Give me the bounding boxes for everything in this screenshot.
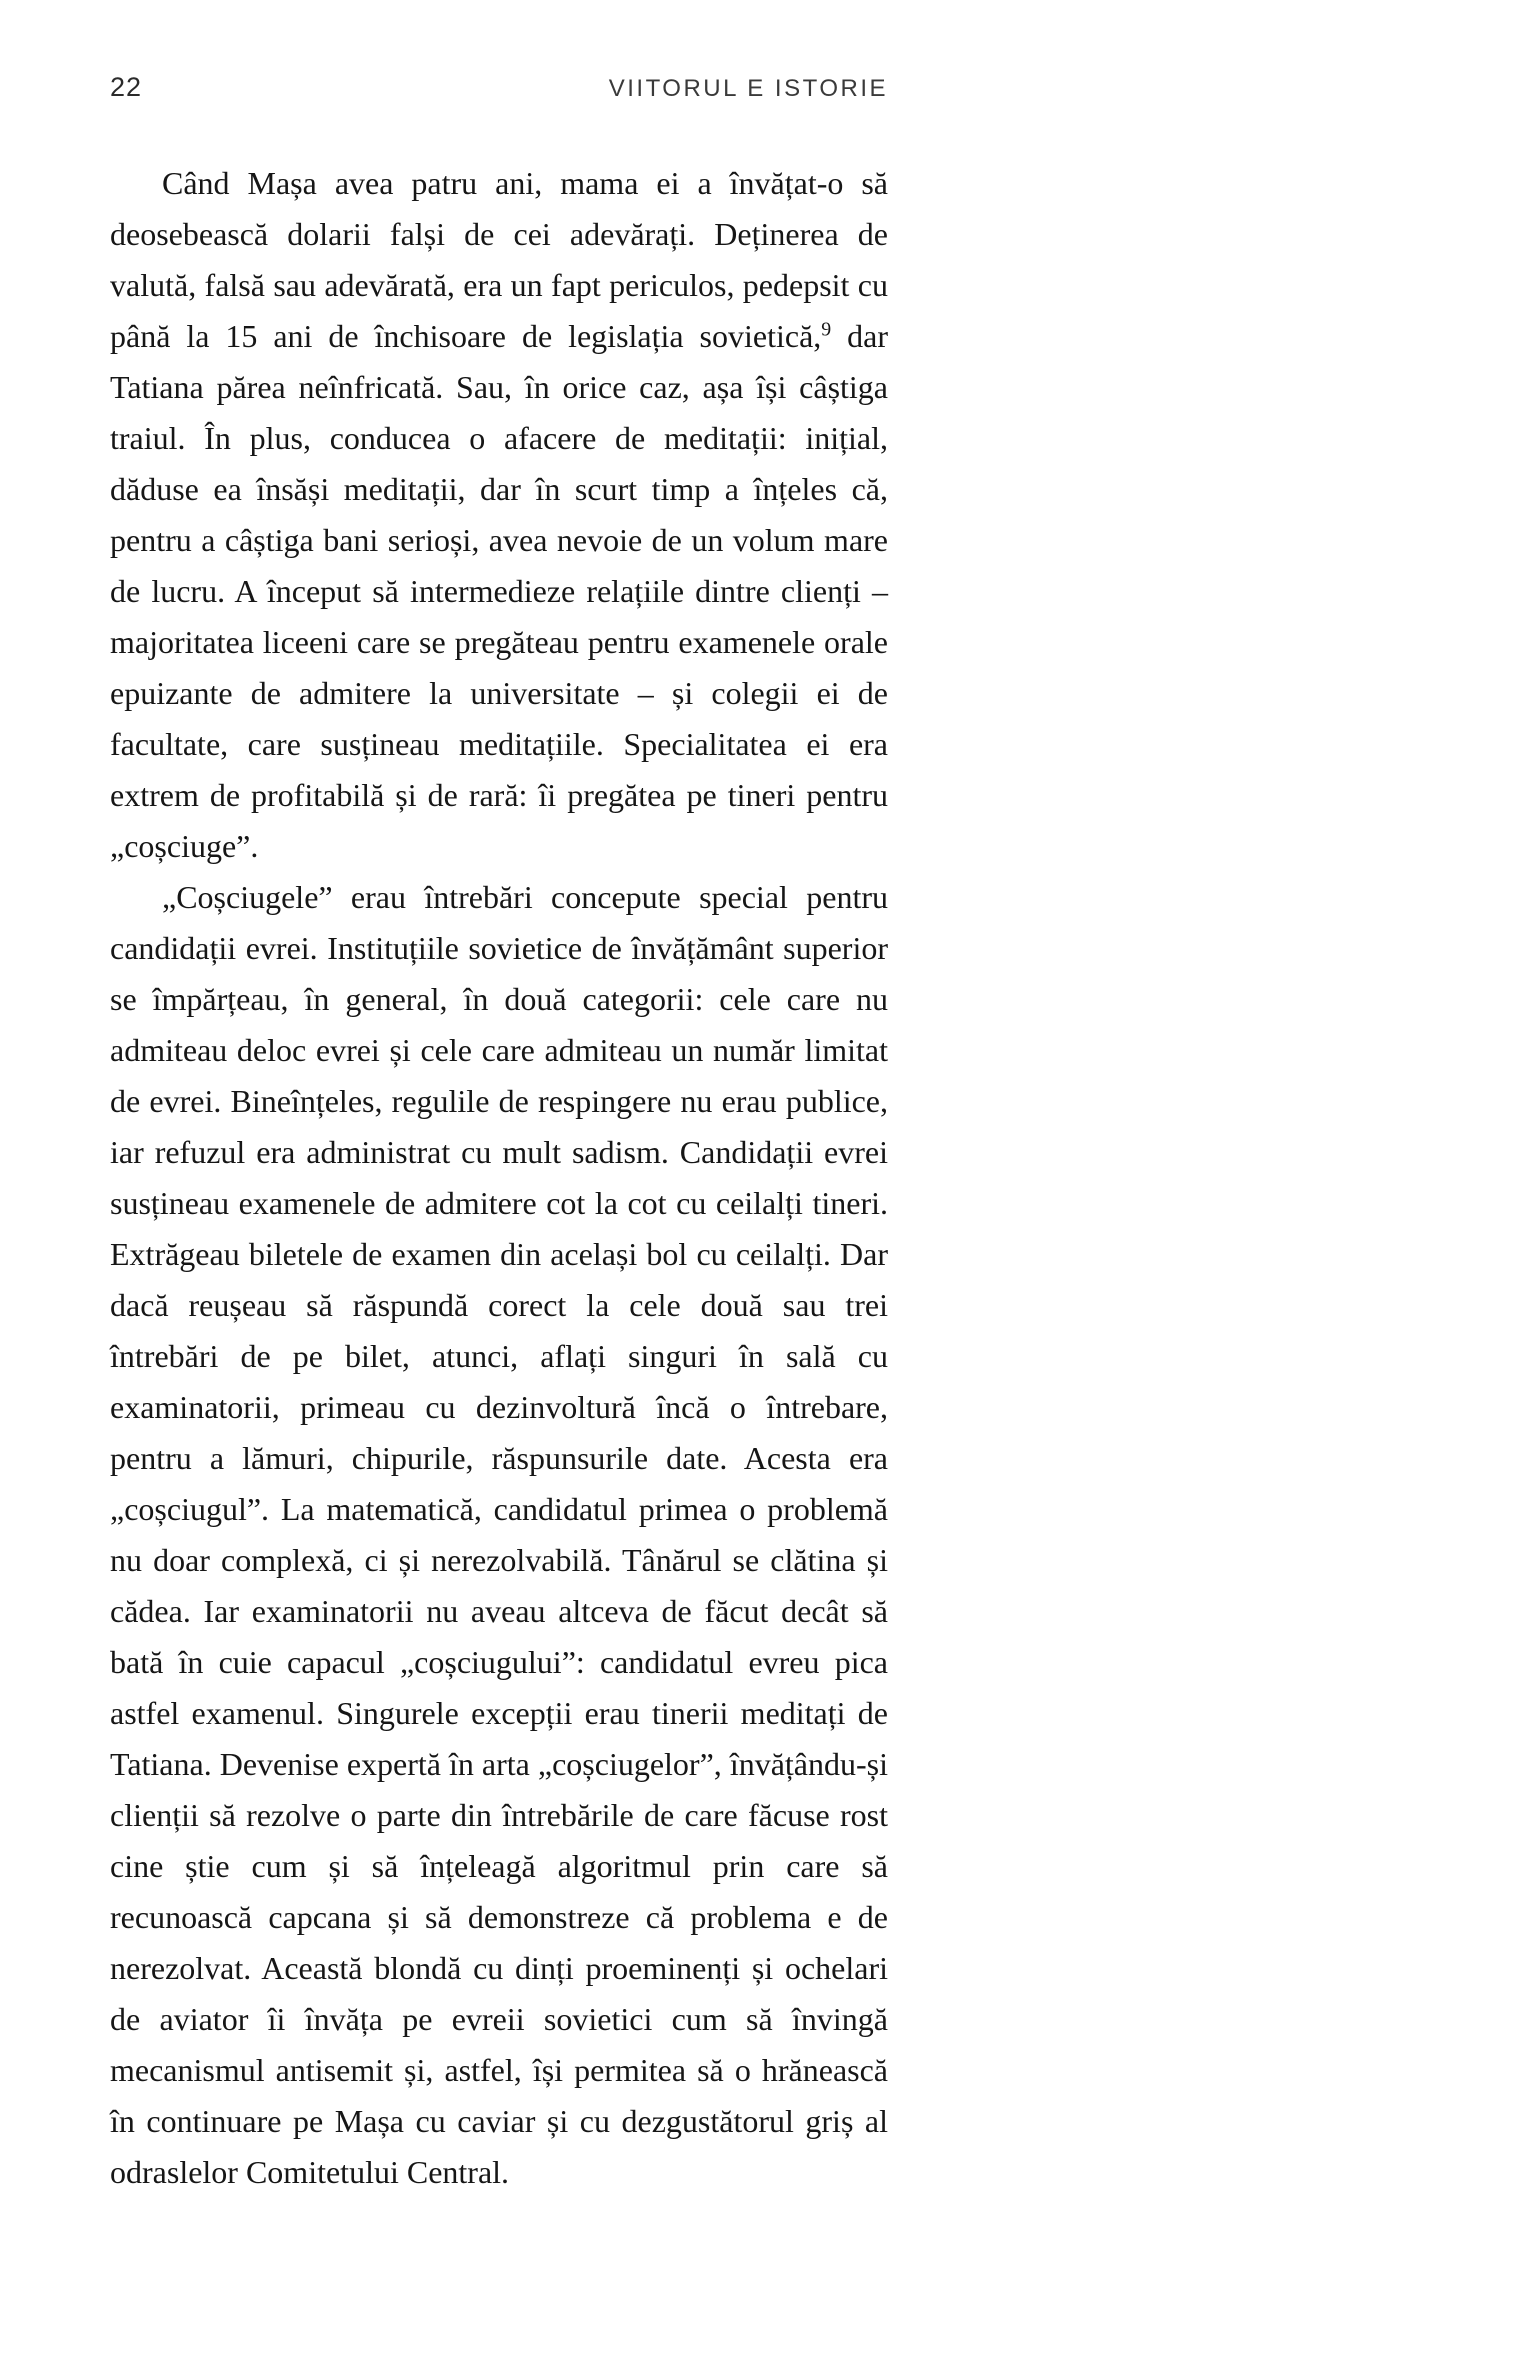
paragraph-2-text: „Coșciugele” erau întrebări concepute special pentru candidații evrei. Instituțiile sovietice de învățământ superior se împărțeau, în general, în două categorii: cele care nu admiteau deloc evrei și cele care admiteau un număr limitat de evrei. Bineînțeles, regulile de respingere nu erau publice, iar refuzul era administrat cu mult sadism. Candidații evrei susțineau examenele de admitere cot la cot cu ceilalți tineri. Extrăgeau biletele de examen din același bol cu ceilalți. Dar dacă reușeau să răspundă corect la cele două sau trei întrebări de pe bilet, atunci, aflați singuri în sală cu examinatorii, primeau cu dezinvoltură încă o întrebare, pentru a lămuri, chipurile, răspunsurile date. Acesta era „coșciugul”. La matematică, candidatul primea o problemă nu doar complexă, ci și nerezolvabilă. Tânărul se clătina și cădea. Iar examinatorii nu aveau altceva de făcut decât să bată în cuie capacul „coșciugului”: candidatul evreu pica astfel examenul. Singurele excepții erau tinerii meditați de Tatiana. Devenise expertă în arta „coșciugelor”, învățându-și clienții să rezolve o parte din întrebările de care făcuse rost cine știe cum și să înțeleagă algoritmul prin care să recunoască capcana și să demonstreze că problema e de nerezolvat. Această blondă cu dinți proeminenți și ochelari de aviator îi învăța pe evreii sovietici cum să învingă mecanismul antisemit și, astfel, își permitea să o hrănească în continuare pe Mașa cu caviar și cu dezgustătorul griș al odraslelor Comitetului Central. <box>110 879 888 2190</box>
page-header <box>110 72 888 103</box>
running-title: VIITORUL E ISTORIE <box>608 75 888 102</box>
body-text <box>110 158 888 2198</box>
page-number: 22 <box>110 72 143 102</box>
paragraph-2 <box>110 872 888 2198</box>
paragraph-1-text-before-note: Când Mașa avea patru ani, mama ei a învățat-o să deosebească dolarii falși de cei adevărați. Deținerea de valută, falsă sau adevărată, era un fapt periculos, pedepsit cu până la 15 ani de închisoare de legislația sovietică, <box>110 165 888 354</box>
paragraph-1-text-after-note: dar Tatiana părea neînfricată. Sau, în orice caz, așa își câștiga traiul. În plus, conducea o afacere de meditații: inițial, dăduse ea însăși meditații, dar în scurt timp a înțeles că, pentru a câștiga bani serioși, avea nevoie de un volum mare de lucru. A început să intermedieze relațiile dintre clienți – majoritatea liceeni care se pregăteau pentru examenele orale epuizante de admitere la universitate – și colegii ei de facultate, care susțineau meditațiile. Specialitatea ei era extrem de profitabilă și de rară: îi pregătea pe tineri pentru „coșciuge”. <box>110 318 889 864</box>
paragraph-1 <box>110 158 888 872</box>
footnote-ref-9: 9 <box>821 318 832 341</box>
